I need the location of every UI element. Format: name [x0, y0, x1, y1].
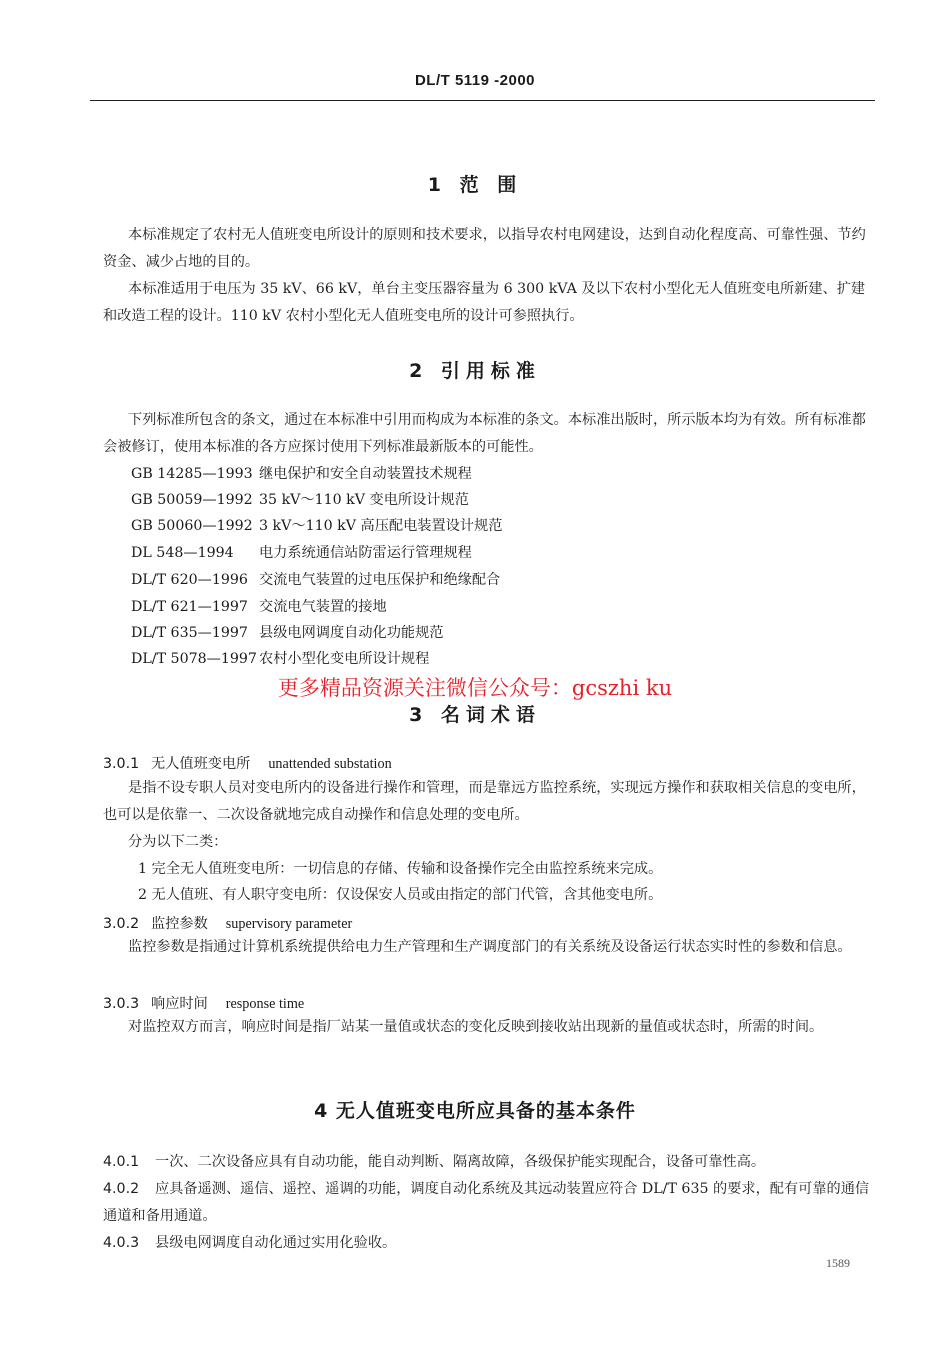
reference-item — [131, 620, 443, 646]
header-rule — [90, 100, 875, 101]
section-3-title: 3 名词术语 — [409, 704, 541, 726]
term-sub-item: 1 完全无人值班变电所：一切信息的存储、传输和设备操作完全由监控系统来完成。 — [138, 861, 663, 877]
section-4-title: 4 无人值班变电所应具备的基本条件 — [314, 1100, 636, 1122]
document-code: DL/T 5119 -2000 — [414, 72, 536, 89]
clause-text: 县级电网调度自动化通过实用化验收。 — [155, 1235, 397, 1251]
section-1-paragraph-2: 本标准适用于电压为 35 kV、66 kV，单台主变压器容量为 6 300 kVA 及以下农村小型化无人值班变电所新建、扩建和改造工程的设计。110 kV 农村小型化无人值班变电所的设计可参照执行。 — [103, 281, 866, 324]
term-number: 3.0.2 — [103, 916, 140, 932]
reference-item — [131, 646, 429, 672]
reference-title: 县级电网调度自动化功能规范 — [259, 625, 444, 641]
reference-title: 3 kV～110 kV 高压配电装置设计规范 — [259, 518, 503, 534]
reference-title: 继电保护和安全自动装置技术规程 — [259, 466, 472, 482]
reference-title: 35 kV～110 kV 变电所设计规范 — [259, 492, 469, 508]
term-cn: 响应时间 — [151, 996, 208, 1012]
reference-code: DL 548—1994 — [131, 545, 234, 561]
term-heading — [103, 751, 392, 777]
term-en: response time — [225, 996, 305, 1012]
reference-title: 交流电气装置的接地 — [259, 599, 387, 615]
clause — [103, 1230, 873, 1257]
clause — [103, 1149, 873, 1176]
reference-code: DL/T 621—1997 — [131, 599, 248, 615]
term-sub-item: 2 无人值班、有人职守变电所：仅设保安人员或由指定的部门代管，含其他变电所。 — [138, 887, 663, 903]
term-cn: 监控参数 — [151, 916, 208, 932]
clause-number: 4.0.2 — [103, 1181, 140, 1197]
reference-item — [131, 461, 472, 487]
section-1-paragraph-1: 本标准规定了农村无人值班变电所设计的原则和技术要求，以指导农村电网建设，达到自动化程度高、可靠性强、节约资金、减少占地的目的。 — [103, 227, 866, 270]
section-1-title: 1 范 围 — [427, 174, 523, 196]
reference-code: GB 14285—1993 — [131, 466, 253, 482]
reference-code: DL/T 5078—1997 — [131, 651, 257, 667]
reference-item — [131, 594, 387, 620]
term-en: unattended substation — [268, 756, 392, 772]
clause-number: 4.0.1 — [103, 1154, 140, 1170]
reference-item — [131, 540, 472, 566]
term-definition: 是指不设专职人员对变电所内的设备进行操作和管理，而是靠远方监控系统，实现远方操作和获取相关信息的变电所，也可以是依靠一、二次设备就地完成自动操作和信息处理的变电所。 — [103, 780, 866, 823]
reference-code: GB 50059—1992 — [131, 492, 253, 508]
section-2-title: 2 引用标准 — [409, 360, 541, 382]
watermark-text: 更多精品资源关注微信公众号：gcszhi ku — [277, 676, 673, 700]
reference-item — [131, 487, 469, 513]
reference-title: 农村小型化变电所设计规程 — [259, 651, 430, 667]
term-number: 3.0.3 — [103, 996, 140, 1012]
reference-code: GB 50060—1992 — [131, 518, 253, 534]
clause-text: 一次、二次设备应具有自动功能，能自动判断、隔离故障，各级保护能实现配合，设备可靠性高。 — [155, 1154, 766, 1170]
term-definition: 监控参数是指通过计算机系统提供给电力生产管理和生产调度部门的有关系统及设备运行状态实时性的参数和信息。 — [128, 939, 852, 955]
clause — [103, 1176, 873, 1230]
reference-code: DL/T 635—1997 — [131, 625, 248, 641]
clause-number: 4.0.3 — [103, 1235, 140, 1251]
clause-text: 应具备遥测、遥信、遥控、遥调的功能，调度自动化系统及其远动装置应符合 DL/T 635 的要求，配有可靠的通信通道和备用通道。 — [103, 1181, 870, 1224]
reference-code: DL/T 620—1996 — [131, 572, 248, 588]
page-number: 1589 — [826, 1256, 850, 1270]
term-definition: 对监控双方而言，响应时间是指厂站某一量值或状态的变化反映到接收站出现新的量值或状态时，所需的时间。 — [128, 1019, 824, 1035]
reference-item — [131, 513, 502, 539]
term-number: 3.0.1 — [103, 756, 140, 772]
section-2-intro: 下列标准所包含的条文，通过在本标准中引用而构成为本标准的条文。本标准出版时，所示版本均为有效。所有标准都会被修订，使用本标准的各方应探讨使用下列标准最新版本的可能性。 — [103, 412, 866, 455]
term-cn: 无人值班变电所 — [151, 756, 251, 772]
reference-title: 交流电气装置的过电压保护和绝缘配合 — [259, 572, 501, 588]
reference-item — [131, 567, 500, 593]
term-en: supervisory parameter — [225, 916, 353, 932]
term-classify: 分为以下二类： — [128, 834, 228, 850]
reference-title: 电力系统通信站防雷运行管理规程 — [259, 545, 472, 561]
